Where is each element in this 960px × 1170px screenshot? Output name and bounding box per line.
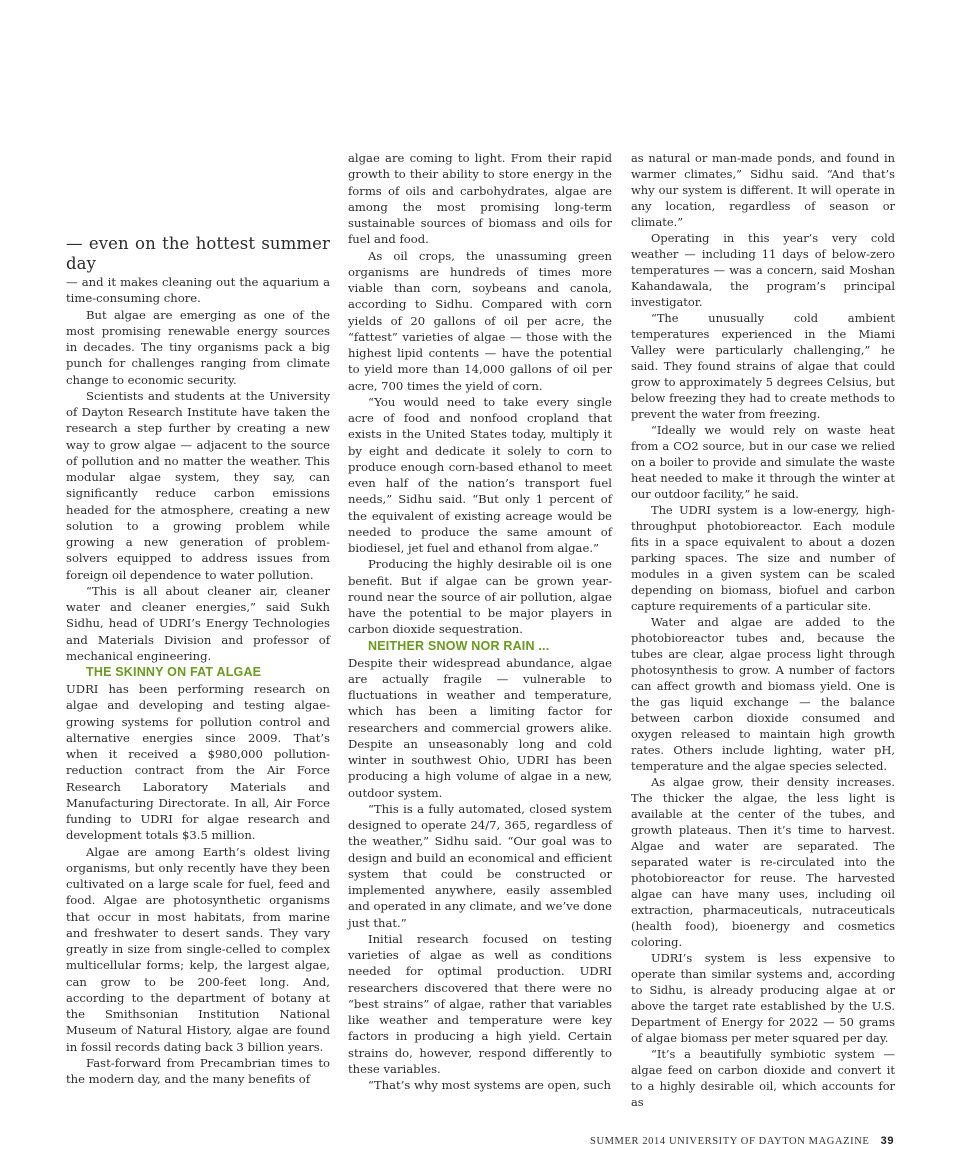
- paragraph: The UDRI system is a low-energy, high-throughput photobioreactor. Each module fits in a space equivalent to about a dozen parking spaces. The size and number of modules in a given system can be scaled depending on biomass, biofuel and carbon capture requirements of a particular site.: [631, 503, 895, 613]
- paragraph: UDRI has been performing research on algae and developing and testing algae-growing systems for pollution control and alternative energies since 2009. That’s when it received a $980,000 pollution-reduction contract from the Air Force Research Laboratory Materials and Manufacturing Directorate. In all, Air Force funding to UDRI for algae research and development totals $3.5 million.: [66, 682, 330, 843]
- paragraph: Water and algae are added to the photobioreactor tubes and, because the tubes are clear, algae process light through photosynthesis to grow. A number of factors can affect growth and biomass yield. One is the gas liquid exchange — the balance between carbon dioxide consumed and oxygen released to maintain high growth rates. Others include lighting, water pH, temperature and the algae species selected.: [631, 615, 895, 773]
- paragraph: “You would need to take every single acre of food and nonfood cropland that exists in the United States today, multiply it by eight and dedicate it solely to corn to produce enough corn-based ethanol to meet even half of the nation’s transport fuel needs,” Sidhu said. “But only 1 percent of the equivalent of existing acreage would be needed to produce the same amount of biodiesel, jet fuel and ethanol from algae.”: [348, 394, 612, 555]
- paragraph: UDRI’s system is less expensive to operate than similar systems and, according to Sidhu, is already producing algae at or above the target rate established by the U.S. Department of Energy for 2022 — 50 grams of algae biomass per meter squared per day.: [631, 951, 895, 1045]
- paragraph: As algae grow, their density increases. The thicker the algae, the less light is available at the center of the tubes, and growth plateaus. Then it’s time to harvest. Algae and water are separated. The separated water is re-circulated into the photobioreactor for reuse. The harvested algae can have many uses, including oil extraction, pharmaceuticals, nutraceuticals (health food), bioenergy and cosmetics coloring.: [631, 775, 895, 949]
- paragraph: As oil crops, the unassuming green organisms are hundreds of times more viable than corn, soybeans and canola, according to Sidhu. Compared with corn yields of 20 gallons of oil per acre, the “fattest” varieties of algae — those with the highest lipid contents — have the potential to yield more than 14,000 gallons of oil per acre, 700 times the yield of corn.: [348, 248, 612, 393]
- paragraph: “It’s a beautifully symbiotic system — algae feed on carbon dioxide and convert it to a highly desirable oil, which accounts for as: [631, 1047, 895, 1109]
- paragraph: Operating in this year’s very cold weather — including 11 days of below-zero temperatures — was a concern, said Moshan Kahandawala, the program’s principal investigator.: [631, 231, 895, 309]
- paragraph: Despite their widespread abundance, algae are actually fragile — vulnerable to fluctuations in weather and temperature, which has been a limiting factor for researchers and commercial growers alike. Despite an unseasonably long and cold winter in southwest Ohio, UDRI has been producing a high volume of algae in a new, outdoor system.: [348, 655, 612, 800]
- paragraph: But algae are emerging as one of the most promising renewable energy sources in decades. The tiny organisms pack a big punch for challenges ranging from climate change to economic security.: [66, 307, 330, 387]
- paragraph: — and it makes cleaning out the aquarium a time-consuming chore.: [66, 275, 330, 306]
- paragraph: “This is all about cleaner air, cleaner water and cleaner energies,” said Sukh Sidhu, head of UDRI’s Energy Technologies and Materials Division and professor of mechanical engineering.: [66, 583, 330, 663]
- article-column-3: [631, 150, 895, 1110]
- section-subhead: NEITHER SNOW NOR RAIN ...: [368, 638, 550, 653]
- magazine-footer-label: SUMMER 2014 UNIVERSITY OF DAYTON MAGAZINE: [590, 1136, 870, 1147]
- article-column-1: [66, 234, 330, 1087]
- paragraph: “This is a fully automated, closed system designed to operate 24/7, 365, regardless of the weather,” Sidhu said. “Our goal was to design and build an economical and efficient system that could be constructed or implemented anywhere, easily assembled and operated in any climate, and we’ve done just that.”: [348, 801, 612, 930]
- paragraph: “That’s why most systems are open, such: [368, 1078, 611, 1092]
- page-footer: [590, 1135, 894, 1147]
- lead-line: — even on the hottest summer day: [66, 234, 330, 273]
- page-number: 39: [880, 1135, 895, 1147]
- article-column-2: [348, 150, 612, 1093]
- paragraph: “The unusually cold ambient temperatures experienced in the Miami Valley were particularly challenging,” he said. They found strains of algae that could grow to approximately 5 degrees Celsius, but below freezing they had to create methods to prevent the water from freezing.: [631, 311, 895, 421]
- paragraph: Scientists and students at the University of Dayton Research Institute have taken the research a step further by creating a new way to grow algae — adjacent to the source of pollution and no matter the weather. This modular algae system, they say, can significantly reduce carbon emissions headed for the atmosphere, creating a new solution to a growing problem while growing a new generation of problem-solvers equipped to address issues from foreign oil dependence to water pollution.: [66, 388, 330, 582]
- paragraph: algae are coming to light. From their rapid growth to their ability to store energy in the forms of oils and carbohydrates, algae are among the most promising long-term sustainable sources of biomass and oils for fuel and food.: [348, 151, 612, 247]
- paragraph: Algae are among Earth’s oldest living organisms, but only recently have they been cultivated on a large scale for fuel, feed and food. Algae are photosynthetic organisms that occur in most habitats, from marine and freshwater to desert sands. They vary greatly in size from single-celled to complex multicellular forms; kelp, the largest algae, can grow to be 200-feet long. And, according to the department of botany at the Smithsonian Institution National Museum of Natural History, algae are found in fossil records dating back 3 billion years.: [66, 844, 330, 1054]
- paragraph: “Ideally we would rely on waste heat from a CO2 source, but in our case we relied on a boiler to provide and simulate the waste heat needed to make it through the winter at our outdoor facility,” he said.: [631, 423, 895, 501]
- paragraph: as natural or man-made ponds, and found in warmer climates,” Sidhu said. “And that’s why our system is different. It will operate in any location, regardless of season or climate.”: [631, 151, 895, 229]
- paragraph: Producing the highly desirable oil is one benefit. But if algae can be grown year-round near the source of air pollution, algae have the potential to be major players in carbon dioxide sequestration.: [348, 557, 612, 637]
- paragraph: Fast-forward from Precambrian times to the modern day, and the many benefits of: [66, 1055, 330, 1086]
- section-subhead: THE SKINNY ON FAT ALGAE: [86, 665, 262, 679]
- paragraph: Initial research focused on testing varieties of algae as well as conditions needed for optimal production. UDRI researchers discovered that there were no “best strains” of algae, rather that variables like weather and temperature were key factors in producing a high yield. Certain strains do, however, respond differently to these variables.: [348, 931, 612, 1076]
